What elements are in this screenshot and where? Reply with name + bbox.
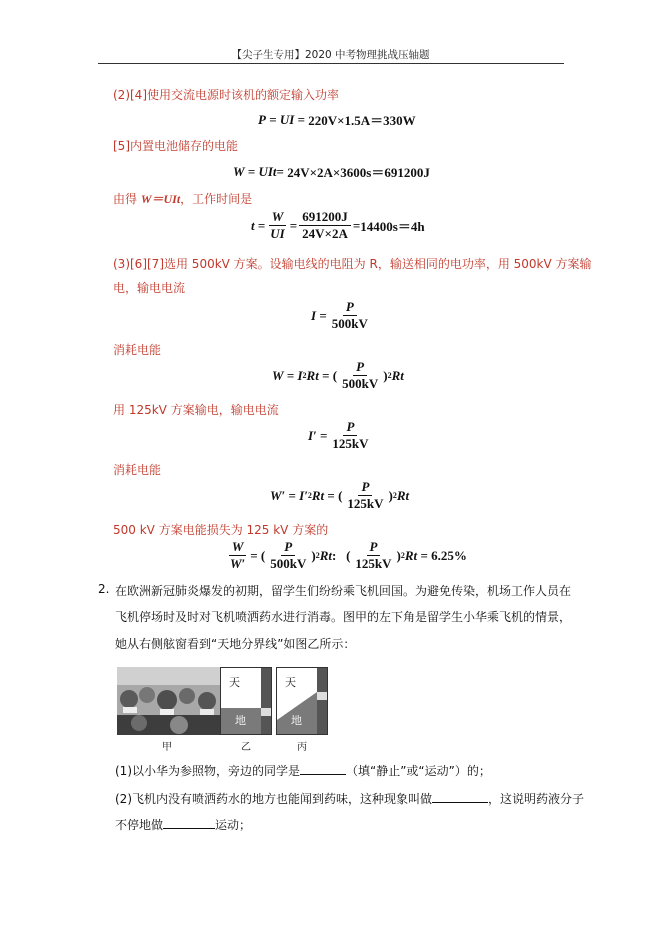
eq4-fraction [329,300,371,331]
equation-loss-500: W = I 2 Rt = ( $\frac{P}{500kV}$ ) 2 Rt [272,359,404,391]
eq7-sup: 2 [307,491,312,500]
eq8-d1: 500kV [270,556,307,571]
eq2-mid: UIt [258,163,277,179]
figure-yi [220,667,272,735]
eq2-lhs: W [233,163,245,179]
eq6-den: 125kV [332,436,369,451]
eq8-fraction-2 [352,540,394,571]
solution-para-5: 消耗电能 [113,343,162,357]
caption-jia: 甲 [162,742,172,753]
label-sky-yi: 天 [229,676,240,689]
q2-pre: (2)飞机内没有喷洒药水的地方也能闻到药味，这种现象叫做 [115,792,433,806]
eq8-rt: Rt [319,547,332,563]
eq5-rt: Rt [306,367,319,383]
q2-line2-post: 运动； [215,818,252,832]
eq4-den: 500kV [331,316,368,331]
answer-blank-3[interactable] [163,816,215,829]
eq4-num: P [343,300,357,316]
header-rule [98,63,564,64]
caption-yi: 乙 [241,742,251,753]
eq5-mid: I [297,367,303,383]
eq3-rhs: 14400s＝4h [360,219,425,234]
eq5-fraction [339,360,381,391]
solution-para-7: 消耗电能 [113,463,162,477]
eq1-lhs: P [258,111,266,127]
solution-para-3 [113,190,252,207]
eq8-colon: : [331,547,337,563]
eq7-fraction [344,480,386,511]
sub-question-2 [115,790,584,807]
eq6-num: P [343,420,357,436]
eq8-n2: P [367,540,381,556]
eq5-sup: 2 [302,371,307,380]
label-ground-yi: 地 [235,714,246,727]
eq4-lhs: I [311,307,317,323]
eq6-fraction [329,420,371,451]
eq1-rhs: 220V×1.5A＝330W [308,113,416,128]
caption-bing: 丙 [297,742,307,753]
eq5-num: P [353,360,367,376]
q2-post: ，这说明药液分子 [488,792,585,806]
eq3-fraction-2 [299,210,351,241]
q1-pre: (1)以小华为参照物，旁边的同学是 [115,764,300,778]
eq3-f1-num: W [269,210,287,226]
p3-formula: W＝UIt [140,192,181,206]
solution-para-6: 用 125kV 方案输电，输电电流 [113,403,279,417]
q1-post: （填“静止”或“运动”）的； [346,764,491,778]
answer-blank-2[interactable] [432,790,488,803]
sub-question-2-line-2 [115,816,251,833]
eq8-fnum: W [229,540,247,556]
solution-para-8: 500 kV 方案电能损失为 125 kV 方案的 [113,523,329,537]
equation-current-500: I = $\frac{P}{500kV}$ [311,300,373,331]
eq1-mid: UI [279,111,295,127]
eq7-lhs: W′ [270,487,286,503]
figure-bing [276,667,328,735]
equation-current-125: I′ = $\frac{P}{125kV}$ [308,420,374,451]
q2-line2-pre: 不停地做 [115,818,164,832]
solution-para-4b: 电，输电电流 [113,281,186,295]
eq8-d2: 125kV [355,556,392,571]
equation-time: t = $\frac{W}{UI}$ = $\frac{691200J}{24V\times 2A}$ = 14400s＝4h [251,209,425,241]
solution-para-2: [5]内置电池储存的电能 [113,139,238,153]
equation-loss-125: W′ = I′ 2 Rt = ( $\frac{P}{125kV}$ ) 2 Rt [270,479,410,511]
eq7-rt: Rt [311,487,325,503]
eq8-result: 6.25% [431,547,467,563]
equation-energy: W = UIt = 24V×2A×3600s＝691200J [233,163,430,180]
eq6-lhs: I′ [308,427,317,443]
eq3-lhs: t [251,217,255,233]
eq8-fden: W′ [230,556,246,571]
equation-ratio: $\frac{W}{W'}$ = ( $\frac{P}{500kV}$ ) 2 Rt : ( $\frac{P}{125kV}$ ) 2 Rt = 6.25% [225,540,467,571]
answer-blank-1[interactable] [300,762,346,775]
sub-question-1 [115,762,491,779]
eq7-mid: I′ [299,487,308,503]
eq8-n1: P [281,540,295,556]
label-sky-bing: 天 [285,676,296,689]
crowd-image [117,667,220,735]
eq3-f2-num: 691200J [299,210,351,226]
eq5-den: 500kV [342,376,379,391]
eq5-lhs: W [272,367,284,383]
solution-para-4a: (3)[6][7]选用 500kV 方案。设输电线的电阻为 R，输送相同的电功率，用 500kV 方案输 [113,257,592,271]
page-header: 【尖子生专用】2020 中考物理挑战压轴题 [231,49,430,61]
eq8-lhs-fraction [227,540,248,571]
eq7-num: P [358,480,372,496]
eq7-den: 125kV [347,496,384,511]
equation-power: P = UI = 220V×1.5A＝330W [258,111,416,128]
label-ground-bing: 地 [291,714,302,727]
question-line-3: 她从右侧舷窗看到“天地分界线”如图乙所示： [115,637,356,651]
eq3-fraction-1 [267,210,287,241]
question-line-1: 在欧洲新冠肺炎爆发的初期，留学生们纷纷乘飞机回国。为避免传染，机场工作人员在 [115,584,572,598]
eq8-fraction-1 [267,540,309,571]
question-number: 2. [98,582,110,596]
eq2-rhs: 24V×2A×3600s＝691200J [287,165,430,180]
solution-para-1: (2)[4]使用交流电源时该机的额定输入功率 [113,88,339,102]
eq3-f1-den: UI [270,226,285,241]
eq3-f2-den: 24V×2A [302,226,348,241]
question-line-2: 飞机停场时及时对飞机喷洒药水进行消毒。图甲的左下角是留学生小华乘飞机的情景， [115,610,572,624]
p3-pre: 由得 [113,192,141,206]
photo-jia [117,667,220,735]
p3-post: ，工作时间是 [180,192,253,206]
